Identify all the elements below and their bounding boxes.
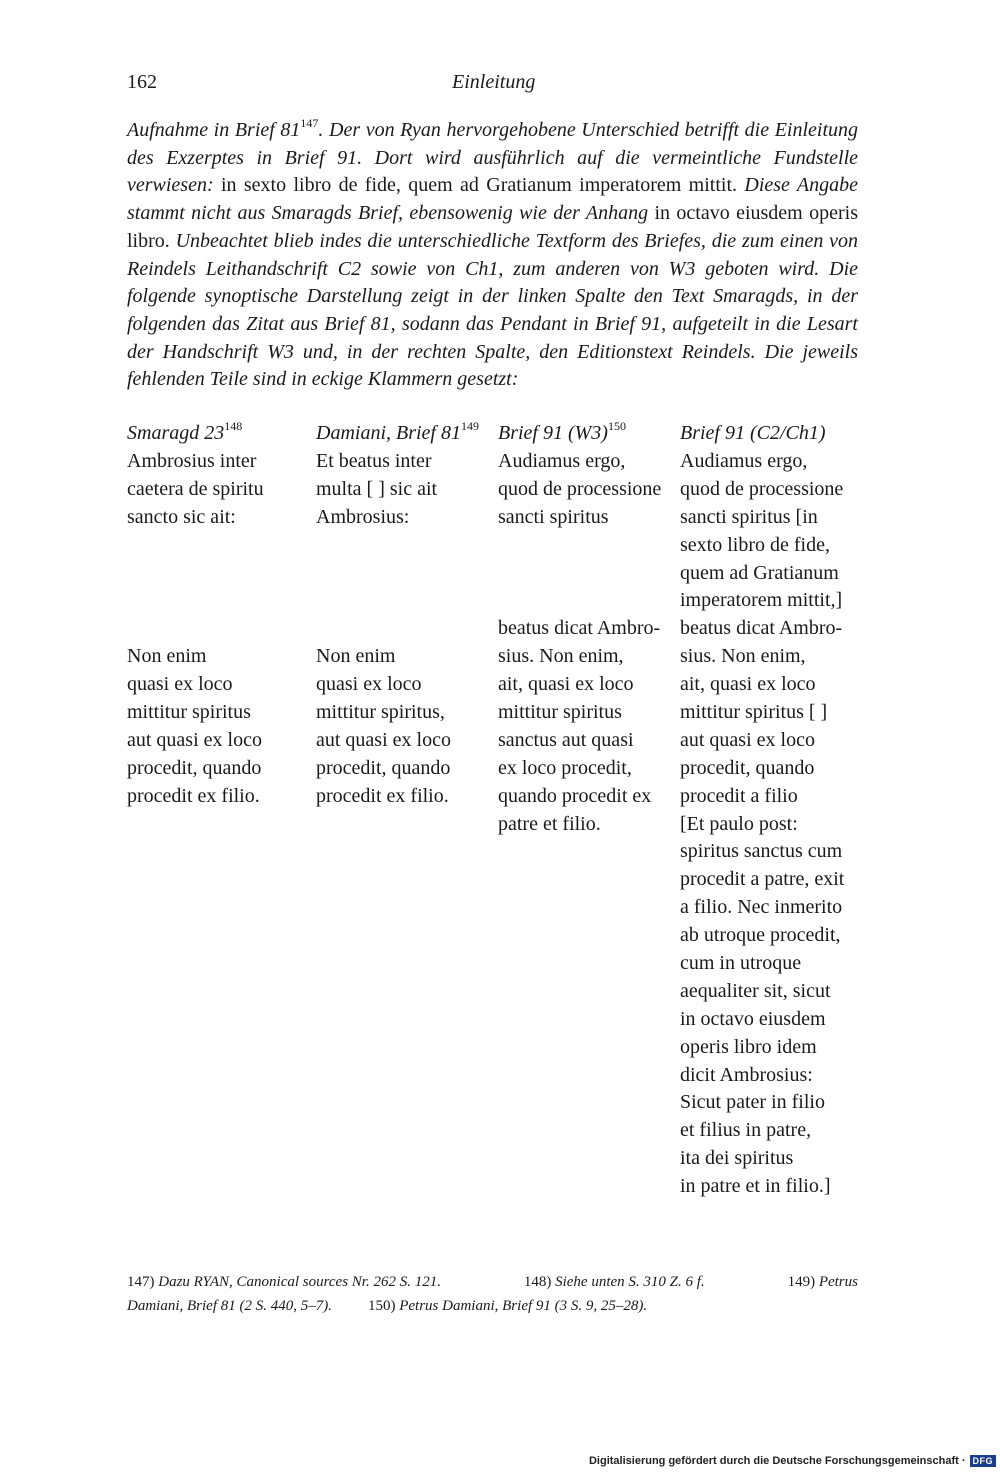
intro-segment: . Der von Ryan hervorgehobene Unterschied betrifft die Einleitung des Exzerptes in Brief 91. Dort wird ausführlich auf die vermeintliche Fundstelle verwiesen: [127,119,859,197]
column-line: aut quasi ex loco [316,728,451,751]
column-line [316,532,479,560]
column-line: sancto sic ait: [127,505,236,528]
column-line: procedit ex filio. [316,784,449,807]
column-line: quem ad Gratianum [680,561,839,584]
column-line: in patre et in filio.] [680,1175,831,1198]
column-line: mittitur spiritus [498,701,622,724]
footnote-149-cont: Damiani, Brief 81 (2 S. 440, 5–7). [127,1298,332,1314]
column-heading [680,420,844,448]
column-line: quasi ex loco [127,673,233,696]
page-number: 162 [127,71,157,93]
column-line: sius. Non enim, [680,645,806,668]
column-heading-text: Brief 91 (C2/Ch1) [680,422,826,444]
column-line: in octavo eiusdem [680,1007,826,1030]
column-line: ex loco procedit, [498,756,632,779]
column-line: operis libro idem [680,1035,817,1058]
column-line: sancti spiritus [in [680,505,818,528]
intro-segment: Unbeachtet blieb indes die unterschiedliche Textform des Briefes, die zum einen von Reindels Leithandschrift C2 sowie von Ch1, zum anderen von W3 geboten wird. Die folgende synoptische Darstellung zeigt in der linken Spalte den Text Smaragds, in der folgenden das Zitat aus Brief 81, sodann das Pendant in Brief 91, aufgeteilt in die Lesart der Handschrift W3 und, in der rechten Spalte, den Editionstext Reindels. Die jeweils fehlenden Teile sind in eckige Klammern gesetzt: [127,229,859,391]
column-line: ait, quasi ex loco [498,673,634,696]
column-line [498,587,661,615]
column-line: cum in utroque [680,952,802,975]
footnote-ref: 150 [607,419,626,433]
column-heading-text: Brief 91 (W3) [498,422,608,444]
column-line [316,615,479,643]
column-line [316,560,479,588]
column-line: Sicut pater in filio [680,1091,825,1114]
footnote-149: 149) Petrus [787,1274,858,1290]
column-line: Et beatus inter [316,450,432,472]
digitization-credit [589,1455,996,1467]
column-line: Audiamus ergo, [498,450,626,472]
intro-segment: Diese Angabe stammt nicht aus Smaragds Brief, ebensowenig wie der Anhang [127,174,858,225]
column-line: procedit a filio [680,784,798,807]
column-line [127,560,264,588]
column-line: beatus dicat Ambro- [680,617,843,640]
column-line: Non enim [316,645,396,668]
column-line: Audiamus ergo, [680,450,808,472]
column-heading [127,420,264,448]
column-line: procedit, quando [127,756,262,779]
column-line: quod de processione [498,477,662,500]
synopsis-column-brief-91-w3 [498,420,661,838]
column-line [498,532,661,560]
column-line: procedit ex filio. [127,784,260,807]
column-line: quod de processione [680,477,844,500]
synopsis-column-damiani-81 [316,420,479,811]
column-heading-text: Smaragd 23 [127,422,225,444]
column-line: Ambrosius: [316,505,410,528]
column-line: patre et filio. [498,812,601,835]
column-line: [Et paulo post: [680,812,798,835]
column-body [680,448,844,1201]
footnote-ref: 148 [224,419,243,433]
intro-segment: in sexto libro de fide, quem ad Gratianum imperatorem mittit. [220,174,745,197]
column-line [127,587,264,615]
running-head: Einleitung [452,71,536,93]
column-line: procedit, quando [680,756,815,779]
intro-segment: Aufnahme in Brief 81 [127,119,301,141]
column-line [127,615,264,643]
column-line: ita dei spiritus [680,1147,794,1170]
footnote-150: 150) Petrus Damiani, Brief 91 (3 S. 9, 25–28). [367,1298,648,1314]
synopsis-column-smaragd [127,420,264,811]
dfg-logo: DFG [970,1455,997,1467]
column-line [498,560,661,588]
column-line: sius. Non enim, [498,645,624,668]
column-line: procedit, quando [316,756,451,779]
column-line: beatus dicat Ambro- [498,617,661,640]
column-line [316,587,479,615]
column-heading [316,420,479,448]
column-line: Ambrosius inter [127,450,257,472]
column-heading [498,420,661,448]
footnote-line [127,1270,858,1294]
column-line: multa [ ] sic ait [316,477,438,500]
intro-paragraph [127,117,858,394]
footnotes [127,1270,858,1318]
column-line: quasi ex loco [316,673,422,696]
footnote-147: 147) Dazu RYAN, Canonical sources Nr. 262 S. 121. [127,1274,441,1290]
column-line: et filius in patre, [680,1119,812,1142]
credit-text: Digitalisierung gefördert durch die Deutsche Forschungsgemeinschaft · [588,1455,966,1467]
footnote-ref: 147 [300,116,319,130]
footnote-148: 148) Siehe unten S. 310 Z. 6 f. [523,1274,705,1290]
column-line: ab utroque procedit, [680,924,841,947]
column-line: spiritus sanctus cum [680,840,843,863]
footnote-ref: 149 [461,419,479,433]
column-heading-text: Damiani, Brief 81 [316,422,461,444]
column-line: mittitur spiritus, [316,701,445,724]
column-line: ait, quasi ex loco [680,673,816,696]
column-body [498,448,661,838]
column-line: procedit a patre, exit [680,868,845,891]
column-line: sanctus aut quasi [498,728,634,751]
intro-text [127,117,858,394]
column-body [316,448,479,811]
column-line: quando procedit ex [498,784,652,807]
column-body [127,448,264,811]
footnote-line [127,1294,858,1318]
column-line: mittitur spiritus [ ] [680,701,828,724]
column-line [127,532,264,560]
column-line: aut quasi ex loco [127,728,262,751]
column-line: dicit Ambrosius: [680,1063,813,1086]
column-line: sexto libro de fide, [680,533,830,556]
synopsis-column-brief-91-c2 [680,420,844,1201]
intro-segment: in octavo eiusdem operis libro. [127,202,858,252]
column-line: caetera de spiritu [127,477,264,500]
column-line: imperatorem mittit,] [680,589,843,612]
column-line: Non enim [127,645,207,668]
column-line: aequaliter sit, sicut [680,979,831,1002]
column-line: mittitur spiritus [127,701,251,724]
column-line: aut quasi ex loco [680,728,815,751]
column-line: sancti spiritus [498,505,609,528]
column-line: a filio. Nec inmerito [680,896,843,919]
